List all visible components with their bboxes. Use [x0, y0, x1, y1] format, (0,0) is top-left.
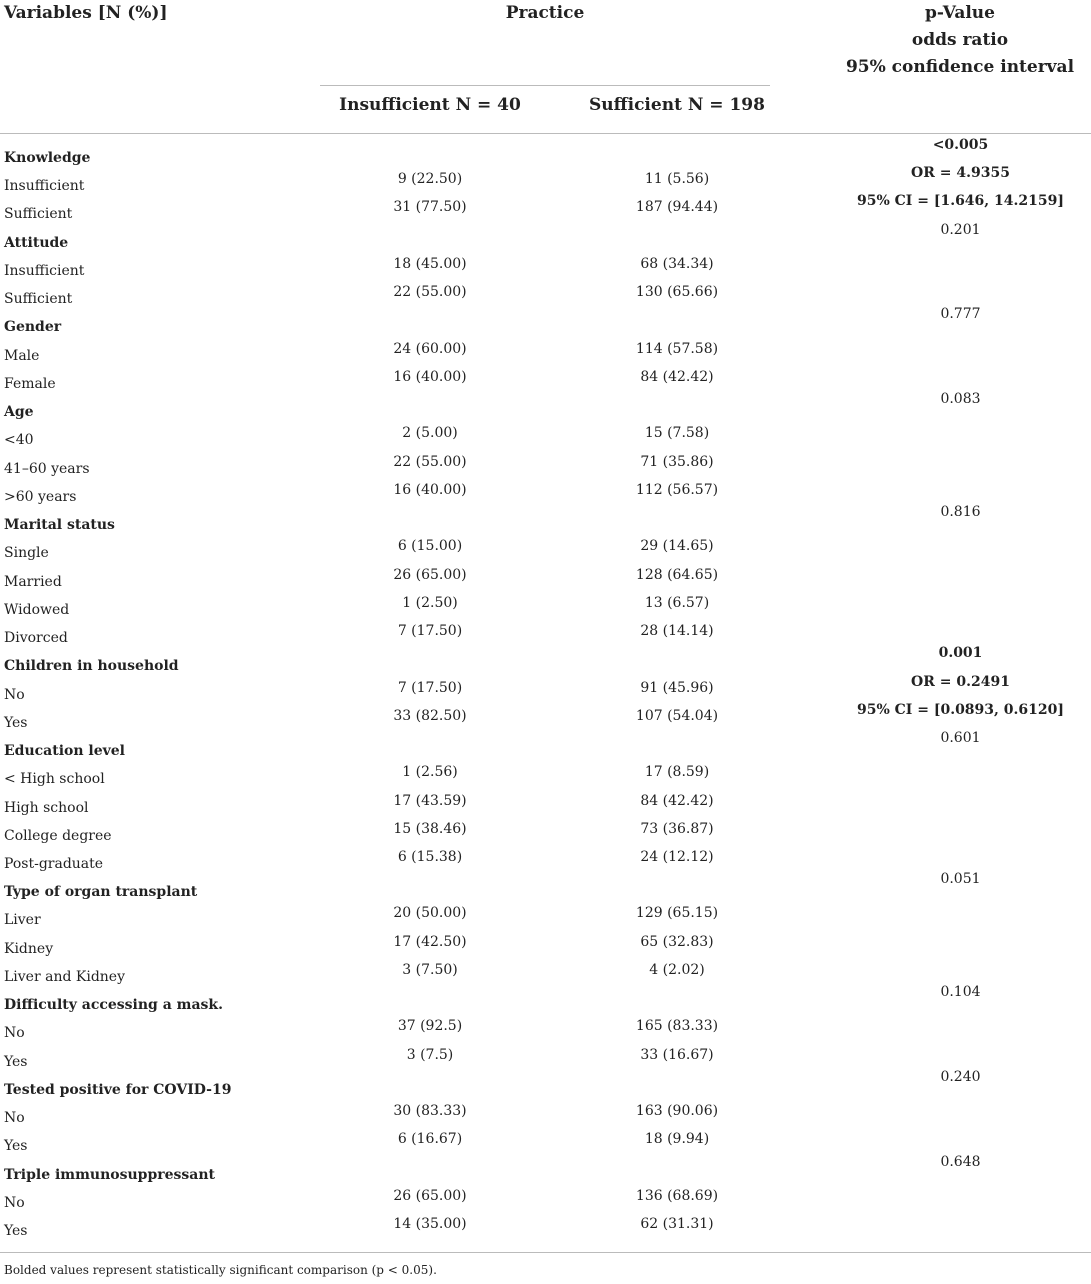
table-row	[0, 1104, 1091, 1132]
p-value-cell: OR = 0.2491	[911, 674, 1010, 690]
insufficient-cell: 15 (38.46)	[393, 821, 467, 837]
row-label: Insufficient	[4, 263, 85, 279]
sufficient-cell: 163 (90.06)	[635, 1103, 719, 1119]
sufficient-cell: 29 (14.65)	[640, 538, 714, 554]
table-row	[0, 1217, 1091, 1245]
insufficient-cell: 1 (2.56)	[402, 764, 458, 780]
row-label: Female	[4, 376, 56, 392]
row-label: Attitude	[4, 235, 69, 251]
sufficient-cell: 84 (42.42)	[640, 369, 714, 385]
row-label: Knowledge	[4, 150, 91, 166]
category-row	[0, 306, 1091, 341]
row-label: Marital status	[4, 517, 115, 533]
sufficient-cell: 129 (65.15)	[635, 905, 719, 921]
p-value-cell: 0.104	[940, 984, 981, 1000]
row-label: Sufficient	[4, 206, 73, 222]
p-value-cell: 0.240	[940, 1069, 981, 1085]
header-insufficient: Insufficient N = 40	[339, 95, 521, 115]
header-p-value-block	[820, 0, 1091, 81]
insufficient-cell: 20 (50.00)	[393, 905, 467, 921]
insufficient-cell: 22 (55.00)	[393, 454, 467, 470]
sufficient-cell: 107 (54.04)	[635, 708, 719, 724]
category-row	[0, 871, 1091, 906]
table-row	[0, 455, 1091, 483]
insufficient-cell: 17 (42.50)	[393, 934, 467, 950]
insufficient-cell: 30 (83.33)	[393, 1103, 467, 1119]
row-label: No	[4, 1025, 25, 1041]
table-row	[0, 1019, 1091, 1047]
row-label: Married	[4, 574, 62, 590]
row-label: Yes	[4, 715, 28, 731]
table-footnote: Bolded values represent statistically significant comparison (p < 0.05).	[4, 1263, 437, 1277]
p-value-cell: 0.001	[938, 645, 983, 661]
p-value-cell: 0.051	[940, 871, 981, 887]
header-sufficient: Sufficient N = 198	[589, 95, 765, 115]
row-label: Triple immunosuppressant	[4, 1167, 216, 1183]
row-label: < High school	[4, 771, 105, 787]
row-label: High school	[4, 800, 89, 816]
table-row	[0, 342, 1091, 370]
row-label: Liver	[4, 912, 41, 928]
table-row	[0, 596, 1091, 624]
sufficient-cell: 71 (35.86)	[640, 454, 714, 470]
sufficient-cell: 11 (5.56)	[644, 171, 710, 187]
insufficient-cell: 7 (17.50)	[397, 623, 463, 639]
row-label: Gender	[4, 319, 62, 335]
table-bottom-rule	[0, 1252, 1091, 1253]
row-label: Yes	[4, 1138, 28, 1154]
p-value-cell: 0.601	[940, 730, 981, 746]
sufficient-cell: 65 (32.83)	[640, 934, 714, 950]
row-label: Insufficient	[4, 178, 85, 194]
category-row	[0, 391, 1091, 426]
sufficient-cell: 33 (16.67)	[640, 1047, 714, 1063]
sufficient-cell: 4 (2.02)	[649, 962, 705, 978]
table-row	[0, 1189, 1091, 1217]
insufficient-cell: 17 (43.59)	[393, 793, 467, 809]
row-label: Male	[4, 348, 40, 364]
row-label: No	[4, 687, 25, 703]
row-label: Sufficient	[4, 291, 73, 307]
row-label: Single	[4, 545, 49, 561]
p-value-cell: 0.083	[940, 391, 981, 407]
insufficient-cell: 16 (40.00)	[393, 482, 467, 498]
category-row	[0, 730, 1091, 765]
insufficient-cell: 2 (5.00)	[402, 425, 458, 441]
row-label: Tested positive for COVID-19	[4, 1082, 232, 1098]
insufficient-cell: 31 (77.50)	[393, 199, 467, 215]
row-label: No	[4, 1195, 25, 1211]
row-label: <40	[4, 432, 34, 448]
sufficient-cell: 28 (14.14)	[640, 623, 714, 639]
sufficient-cell: 13 (6.57)	[644, 595, 710, 611]
insufficient-cell: 16 (40.00)	[393, 369, 467, 385]
p-value-cell: 0.201	[940, 222, 981, 238]
sufficient-cell: 114 (57.58)	[635, 341, 719, 357]
row-label: Liver and Kidney	[4, 969, 125, 985]
insufficient-cell: 18 (45.00)	[393, 256, 467, 272]
table-row	[0, 539, 1091, 567]
sufficient-cell: 128 (64.65)	[635, 567, 719, 583]
sufficient-cell: 17 (8.59)	[644, 764, 710, 780]
p-value-cell: 0.816	[940, 504, 981, 520]
row-label: Children in household	[4, 658, 179, 674]
sufficient-cell: 15 (7.58)	[644, 425, 710, 441]
row-label: Education level	[4, 743, 125, 759]
sufficient-cell: 136 (68.69)	[635, 1188, 719, 1204]
insufficient-cell: 26 (65.00)	[393, 567, 467, 583]
insufficient-cell: 6 (15.00)	[397, 538, 463, 554]
insufficient-cell: 1 (2.50)	[402, 595, 458, 611]
category-row	[0, 1069, 1091, 1104]
header-p-value: p-Value	[925, 3, 995, 23]
table-row	[0, 426, 1091, 454]
row-label: Post-graduate	[4, 856, 104, 872]
row-label: >60 years	[4, 489, 77, 505]
header-practice-rule	[320, 85, 770, 86]
header-ci: 95% confidence interval	[845, 57, 1075, 77]
category-row	[0, 504, 1091, 539]
row-label: Yes	[4, 1054, 28, 1070]
table-row	[0, 935, 1091, 963]
sufficient-cell: 73 (36.87)	[640, 821, 714, 837]
sufficient-cell: 62 (31.31)	[640, 1216, 714, 1232]
row-label: Type of organ transplant	[4, 884, 198, 900]
insufficient-cell: 3 (7.5)	[406, 1047, 454, 1063]
row-label: Widowed	[4, 602, 70, 618]
sufficient-cell: 112 (56.57)	[635, 482, 719, 498]
table-row	[0, 906, 1091, 934]
p-value-cell: OR = 4.9355	[911, 165, 1010, 181]
row-label: Divorced	[4, 630, 68, 646]
table-row	[0, 568, 1091, 596]
p-value-cell: 95% CI = [1.646, 14.2159]	[857, 193, 1064, 209]
sufficient-cell: 84 (42.42)	[640, 793, 714, 809]
sufficient-cell: 91 (45.96)	[640, 680, 714, 696]
insufficient-cell: 7 (17.50)	[397, 680, 463, 696]
category-row	[0, 984, 1091, 1019]
header-odds-ratio: odds ratio	[911, 30, 1009, 50]
insufficient-cell: 33 (82.50)	[393, 708, 467, 724]
sufficient-cell: 187 (94.44)	[635, 199, 719, 215]
p-value-cell: 0.777	[940, 306, 981, 322]
p-value-cell: 0.648	[940, 1154, 981, 1170]
insufficient-cell: 26 (65.00)	[393, 1188, 467, 1204]
row-label: Yes	[4, 1223, 28, 1239]
insufficient-cell: 6 (16.67)	[397, 1131, 463, 1147]
sufficient-cell: 130 (65.66)	[635, 284, 719, 300]
sufficient-cell: 24 (12.12)	[640, 849, 714, 865]
table-row	[0, 765, 1091, 793]
row-label: College degree	[4, 828, 112, 844]
p-value-cell: 95% CI = [0.0893, 0.6120]	[857, 702, 1064, 718]
sufficient-cell: 165 (83.33)	[635, 1018, 719, 1034]
table-row	[0, 257, 1091, 285]
table-row	[0, 794, 1091, 822]
sufficient-cell: 18 (9.94)	[644, 1131, 710, 1147]
p-value-cell: <0.005	[932, 137, 989, 153]
insufficient-cell: 14 (35.00)	[393, 1216, 467, 1232]
header-practice: Practice	[505, 3, 585, 23]
row-label: No	[4, 1110, 25, 1126]
insufficient-cell: 9 (22.50)	[397, 171, 463, 187]
table-row	[0, 822, 1091, 850]
insufficient-cell: 3 (7.50)	[402, 962, 458, 978]
category-row	[0, 222, 1091, 257]
insufficient-cell: 6 (15.38)	[397, 849, 463, 865]
row-label: Age	[4, 404, 34, 420]
row-label: 41–60 years	[4, 461, 90, 477]
header-variables: Variables [N (%)]	[4, 3, 168, 23]
insufficient-cell: 37 (92.5)	[397, 1018, 463, 1034]
row-label: Kidney	[4, 941, 54, 957]
category-row	[0, 1154, 1091, 1189]
sufficient-cell: 68 (34.34)	[640, 256, 714, 272]
insufficient-cell: 24 (60.00)	[393, 341, 467, 357]
insufficient-cell: 22 (55.00)	[393, 284, 467, 300]
row-label: Difficulty accessing a mask.	[4, 997, 224, 1013]
